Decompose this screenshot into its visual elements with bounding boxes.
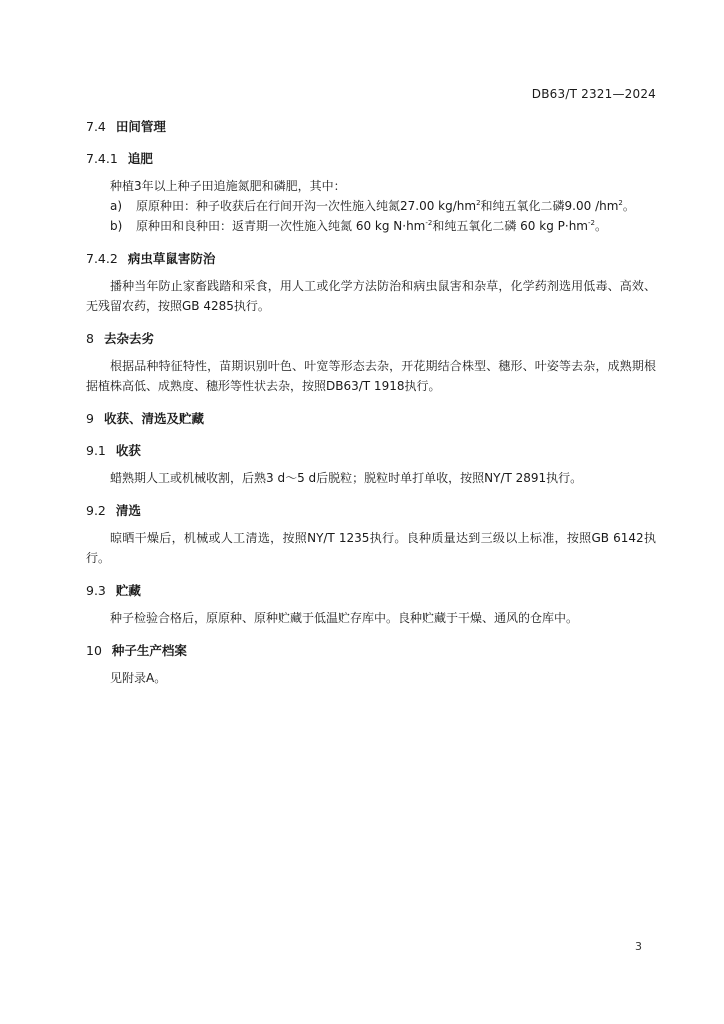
paragraph-cleaning: 晾晒干燥后，机械或人工清选，按照NY/T 1235执行。良种质量达到三级以上标准，按照GB 6142执行。 xyxy=(86,531,656,565)
heading-8 xyxy=(86,330,656,348)
heading-10 xyxy=(86,642,656,660)
list-text: 原种田和良种田：返青期一次性施入纯氮 60 kg N·hm xyxy=(136,219,426,233)
paragraph-roguing: 根据品种特征特性，苗期识别叶色、叶宽等形态去杂，开花期结合株型、穗形、叶姿等去杂，成熟期根据植株高低、成熟度、穗形等性状去杂，按照DB63/T 1918执行。 xyxy=(86,359,656,393)
list-text: 和纯五氧化二磷 60 kg P·hm xyxy=(432,219,588,233)
list-marker: a) xyxy=(110,199,123,213)
list-text: 。 xyxy=(622,199,635,213)
heading-9-1 xyxy=(86,442,656,460)
paragraph-storage: 种子检验合格后，原原种、原种贮藏于低温贮存库中。良种贮藏于干燥、通风的仓库中。 xyxy=(110,611,579,625)
heading-number: 9.2 xyxy=(86,503,106,518)
heading-number: 10 xyxy=(86,643,102,658)
heading-7-4 xyxy=(86,118,656,136)
list-text: 和纯五氧化二磷9.00 /hm xyxy=(480,199,619,213)
heading-9-3 xyxy=(86,582,656,600)
heading-title: 清选 xyxy=(115,503,141,518)
heading-number: 7.4.1 xyxy=(86,151,118,166)
list-text: 。 xyxy=(594,219,607,233)
page-number: 3 xyxy=(635,940,642,953)
list-text: 原原种田：种子收获后在行间开沟一次性施入纯氮27.00 kg/hm xyxy=(136,199,477,213)
heading-9-2 xyxy=(86,502,656,520)
heading-7-4-1 xyxy=(86,150,656,168)
doc-header-code: DB63/T 2321—2024 xyxy=(531,87,656,101)
heading-number: 9.3 xyxy=(86,583,106,598)
list-item-b xyxy=(86,216,656,236)
heading-number: 7.4.2 xyxy=(86,251,118,266)
paragraph-pest-control: 播种当年防止家畜践踏和采食，用人工或化学方法防治和病虫鼠害和杂草，化学药剂选用低毒、高效、无残留农药，按照GB 4285执行。 xyxy=(86,279,656,313)
paragraph-fertilizer-intro: 种植3年以上种子田追施氮肥和磷肥，其中： xyxy=(110,179,346,193)
document-body xyxy=(86,118,656,688)
header-rule xyxy=(84,106,656,107)
heading-title: 贮藏 xyxy=(115,583,141,598)
heading-title: 田间管理 xyxy=(115,119,166,134)
paragraph-harvest: 蜡熟期人工或机械收割，后熟3 d～5 d后脱粒；脱粒时单打单收，按照NY/T 2891执行。 xyxy=(110,471,583,485)
heading-title: 收获 xyxy=(115,443,141,458)
heading-title: 种子生产档案 xyxy=(111,643,187,658)
heading-number: 8 xyxy=(86,331,94,346)
list-item-a xyxy=(86,196,656,216)
paragraph-records: 见附录A。 xyxy=(110,671,167,685)
heading-number: 9 xyxy=(86,411,94,426)
superscript: -2 xyxy=(425,219,433,227)
heading-9 xyxy=(86,410,656,428)
heading-title: 病虫草鼠害防治 xyxy=(127,251,216,266)
heading-number: 7.4 xyxy=(86,119,106,134)
superscript: -2 xyxy=(588,219,595,227)
list-marker: b) xyxy=(110,219,123,233)
superscript: 2 xyxy=(618,199,623,207)
superscript: 2 xyxy=(476,199,481,207)
heading-number: 9.1 xyxy=(86,443,106,458)
heading-title: 收获、清选及贮藏 xyxy=(103,411,204,426)
heading-title: 追肥 xyxy=(127,151,153,166)
heading-7-4-2 xyxy=(86,250,656,268)
heading-title: 去杂去劣 xyxy=(103,331,154,346)
